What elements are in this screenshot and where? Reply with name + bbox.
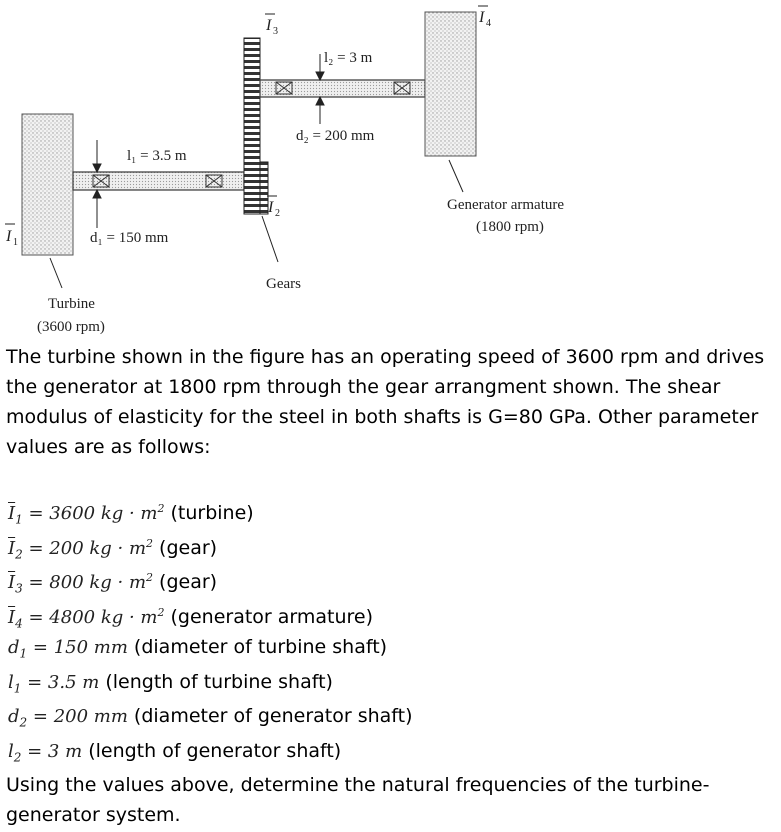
svg-text:2: 2 <box>275 208 280 219</box>
param-i2: $\overline{I}_2 = 200$ kg · $m^2$ (gear) <box>8 536 218 562</box>
gear-i2 <box>260 162 268 214</box>
label-d1: d₁ = 150 mm <box>90 230 169 246</box>
param-desc: (generator armature) <box>170 605 374 628</box>
label-generator: Generator armature <box>447 197 565 213</box>
turbine-generator-diagram <box>0 0 781 340</box>
label-i4 <box>478 6 491 29</box>
label-i2 <box>267 196 280 219</box>
svg-text:I: I <box>6 228 12 245</box>
generator-block <box>425 12 476 156</box>
label-gears: Gears <box>266 276 301 292</box>
svg-text:1: 1 <box>13 237 18 248</box>
label-i3 <box>265 14 278 37</box>
param-l2: $l_2 = 3$ m (length of generator shaft) <box>8 739 342 765</box>
param-desc: (diameter of turbine shaft) <box>133 636 388 658</box>
problem-intro: The turbine shown in the figure has an operating speed of 3600 rpm and drives the generator at 1800 rpm through the gear arrangment shown. The shear modulus of elasticity for the steel in both shafts is G=80 GPa. Other parameter values are as follows: <box>6 346 765 458</box>
param-i3: $\overline{I}_3 = 800$ kg · $m^2$ (gear) <box>8 571 218 596</box>
label-l2: l₂ = 3 m <box>324 50 373 66</box>
label-generator-speed: (1800 rpm) <box>476 219 544 235</box>
param-desc: (turbine) <box>170 502 254 524</box>
turbine-block <box>22 114 73 255</box>
label-l1: l₁ = 3.5 m <box>127 148 187 164</box>
param-d1: $d_1 = 150$ mm (diameter of turbine shaft) <box>8 636 388 661</box>
label-turbine: Turbine <box>48 296 95 312</box>
param-i4: $\overline{I}_4 = 4800$ kg · $m^2$ (generator armature) <box>8 605 374 631</box>
param-l1: $l_1 = 3.5$ m (length of turbine shaft) <box>8 670 333 696</box>
svg-text:I: I <box>268 199 274 216</box>
problem-question: Using the values above, determine the natural frequencies of the turbine-generator system. <box>6 774 710 826</box>
param-desc: (length of generator shaft) <box>88 739 342 762</box>
param-i1: $\overline{I}_1 = 3600$ kg · $m^2$ (turbine) <box>8 502 254 527</box>
label-d2: d₂ = 200 mm <box>296 128 375 144</box>
param-d2: $d_2 = 200$ mm (diameter of generator shaft) <box>8 705 413 730</box>
svg-text:4: 4 <box>486 18 491 29</box>
label-turbine-speed: (3600 rpm) <box>37 319 105 335</box>
svg-text:I: I <box>266 17 272 34</box>
param-desc: (gear) <box>159 536 218 559</box>
parameter-list <box>8 492 778 768</box>
svg-text:I: I <box>479 9 485 26</box>
param-desc: (length of turbine shaft) <box>105 670 333 693</box>
svg-text:3: 3 <box>273 26 278 37</box>
label-i1 <box>5 224 18 248</box>
gear-i3 <box>244 38 260 214</box>
param-desc: (diameter of generator shaft) <box>133 705 413 727</box>
param-desc: (gear) <box>159 571 218 593</box>
